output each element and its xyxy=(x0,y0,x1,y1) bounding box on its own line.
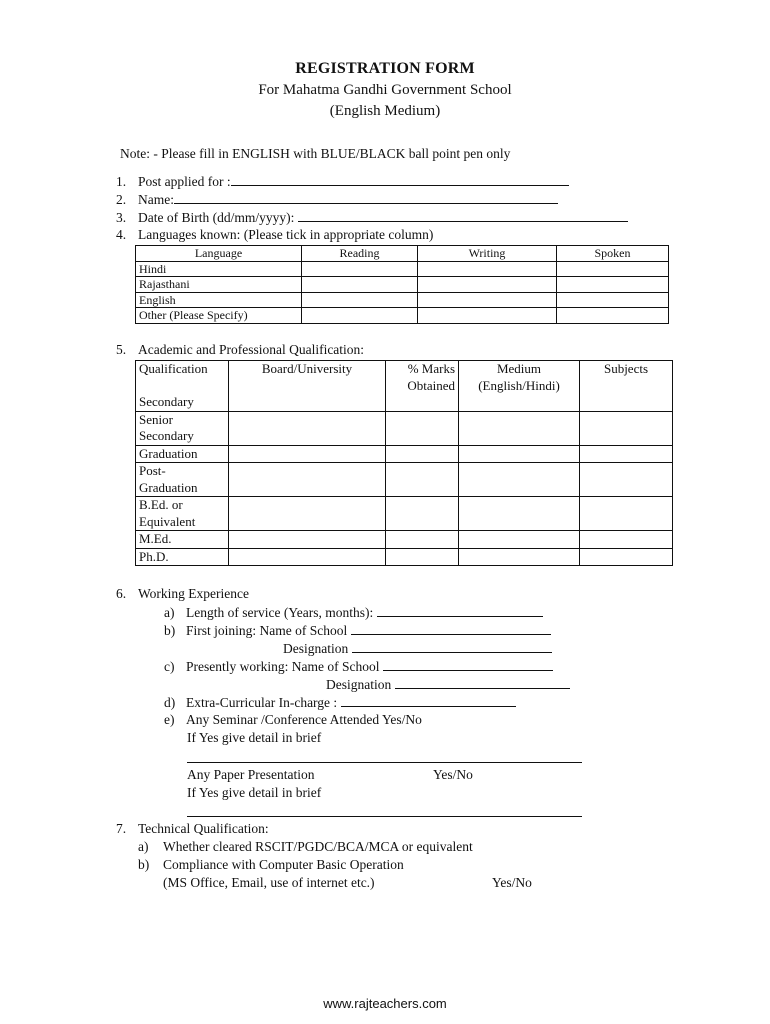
board-cell[interactable] xyxy=(229,463,386,497)
qualification-cell xyxy=(136,497,229,531)
qualification-cell xyxy=(136,394,229,411)
marks-cell[interactable] xyxy=(386,548,459,566)
name-label: Name: xyxy=(138,192,174,207)
designation-label: Designation xyxy=(283,641,349,656)
sub-letter: b) xyxy=(164,623,176,638)
board-cell[interactable] xyxy=(229,531,386,549)
medium-cell[interactable] xyxy=(459,548,580,566)
academic-label: Academic and Professional Qualification: xyxy=(138,342,365,357)
exp-length-of-service xyxy=(164,604,543,621)
marks-cell[interactable] xyxy=(386,445,459,463)
header-reading: Reading xyxy=(302,246,418,262)
sub-letter: d) xyxy=(164,695,176,710)
header-qualification: Qualification xyxy=(136,361,229,395)
languages-label: Languages known: (Please tick in appropriate column) xyxy=(138,227,434,242)
designation-label: Designation xyxy=(326,677,392,692)
first-designation-field[interactable] xyxy=(352,640,552,653)
qualification-label: Ph.D. xyxy=(139,548,169,564)
post-applied-field[interactable] xyxy=(231,173,569,186)
extra-curricular-field[interactable] xyxy=(341,694,516,707)
language-name: English xyxy=(136,292,302,308)
table-row xyxy=(136,411,673,445)
header-marks xyxy=(386,361,459,395)
item-post-applied xyxy=(116,173,569,190)
exp-seminar xyxy=(164,712,422,728)
dob-field[interactable] xyxy=(298,209,628,222)
tech-compliance-label: Compliance with Computer Basic Operation xyxy=(163,857,404,872)
header-medium-line2: (English/Hindi) xyxy=(478,377,560,393)
item-number: 6. xyxy=(116,586,127,601)
marks-cell[interactable] xyxy=(386,497,459,531)
sub-letter: e) xyxy=(164,712,175,727)
dob-label: Date of Birth (dd/mm/yyyy): xyxy=(138,210,295,225)
present-working-label: Presently working: Name of School xyxy=(186,659,380,674)
item-number: 3. xyxy=(116,210,127,225)
table-header-row xyxy=(136,246,669,262)
header-medium xyxy=(459,361,580,395)
qualification-label: Post- xyxy=(139,463,166,478)
exp-present-designation xyxy=(326,676,570,693)
first-joining-label: First joining: Name of School xyxy=(186,623,348,638)
sub-letter: c) xyxy=(164,659,175,674)
tech-compliance xyxy=(138,857,404,873)
paper-presentation-label: Any Paper Presentation xyxy=(187,767,315,782)
writing-cell[interactable] xyxy=(418,308,557,324)
spoken-cell[interactable] xyxy=(557,292,669,308)
seminar-label: Any Seminar /Conference Attended Yes/No xyxy=(186,712,422,727)
tech-cleared xyxy=(138,839,473,855)
medium-cell[interactable] xyxy=(459,497,580,531)
first-school-field[interactable] xyxy=(351,622,551,635)
board-cell[interactable] xyxy=(229,497,386,531)
tech-yes-no[interactable]: Yes/No xyxy=(492,875,532,890)
reading-cell[interactable] xyxy=(302,277,418,293)
header-board: Board/University xyxy=(229,361,386,395)
table-row xyxy=(136,548,673,566)
subjects-cell[interactable] xyxy=(580,463,673,497)
sub-letter: b) xyxy=(138,857,150,872)
header-marks-line2: Obtained xyxy=(407,377,455,393)
table-row xyxy=(136,445,673,463)
qualification-label: M.Ed. xyxy=(139,531,172,546)
marks-cell[interactable] xyxy=(386,531,459,549)
instruction-note: Note: - Please fill in ENGLISH with BLUE/BLACK ball point pen only xyxy=(120,146,511,161)
medium-cell[interactable] xyxy=(459,463,580,497)
qualification-cell xyxy=(136,531,229,549)
item-academic xyxy=(116,342,364,358)
length-label: Length of service (Years, months): xyxy=(186,605,374,620)
table-row xyxy=(136,308,669,324)
board-cell[interactable] xyxy=(229,445,386,463)
subjects-cell[interactable] xyxy=(580,394,673,411)
qualification-cell xyxy=(136,463,229,497)
item-number: 2. xyxy=(116,192,127,207)
subjects-cell[interactable] xyxy=(580,445,673,463)
table-row xyxy=(136,463,673,497)
table-row xyxy=(136,277,669,293)
qualification-label-2: Secondary xyxy=(139,428,194,443)
header-writing: Writing xyxy=(418,246,557,262)
reading-cell[interactable] xyxy=(302,292,418,308)
sub-letter: a) xyxy=(138,839,149,854)
academic-table xyxy=(135,360,673,566)
present-designation-field[interactable] xyxy=(395,676,570,689)
header-medium-line1: Medium xyxy=(496,361,542,376)
marks-cell[interactable] xyxy=(386,411,459,445)
spoken-cell[interactable] xyxy=(557,261,669,277)
item-number: 5. xyxy=(116,342,127,357)
school-name: For Mahatma Gandhi Government School xyxy=(258,82,512,98)
qualification-label-2: Graduation xyxy=(139,479,198,495)
qualification-label: Graduation xyxy=(139,445,198,461)
writing-cell[interactable] xyxy=(418,261,557,277)
qualification-label: B.Ed. or xyxy=(139,497,183,512)
table-row xyxy=(136,531,673,549)
language-table xyxy=(135,245,669,324)
school-medium: (English Medium) xyxy=(329,103,441,119)
exp-extra-curricular xyxy=(164,694,516,711)
seminar-detail-field[interactable] xyxy=(187,762,582,763)
exp-first-joining xyxy=(164,622,551,639)
medium-cell[interactable] xyxy=(459,445,580,463)
spoken-cell[interactable] xyxy=(557,308,669,324)
medium-cell[interactable] xyxy=(459,411,580,445)
writing-cell[interactable] xyxy=(418,277,557,293)
marks-cell[interactable] xyxy=(386,463,459,497)
table-header-row xyxy=(136,361,673,395)
subjects-cell[interactable] xyxy=(580,411,673,445)
language-name: Hindi xyxy=(136,261,302,277)
reading-cell[interactable] xyxy=(302,261,418,277)
exp-first-designation xyxy=(283,640,552,657)
qualification-label: Senior xyxy=(139,411,173,427)
qualification-label-2: Equivalent xyxy=(139,513,196,529)
table-row xyxy=(136,292,669,308)
header-language: Language xyxy=(136,246,302,262)
subjects-cell[interactable] xyxy=(580,497,673,531)
subjects-cell[interactable] xyxy=(580,548,673,566)
paper-detail-label: If Yes give detail in brief xyxy=(187,785,322,800)
item-dob xyxy=(116,209,628,226)
paper-detail-field[interactable] xyxy=(187,816,582,817)
form-title: REGISTRATION FORM xyxy=(295,60,475,77)
name-field[interactable] xyxy=(174,191,558,204)
header-spoken: Spoken xyxy=(557,246,669,262)
working-label: Working Experience xyxy=(138,586,249,601)
qualification-cell xyxy=(136,548,229,566)
table-row xyxy=(136,394,673,411)
tech-compliance-detail: (MS Office, Email, use of internet etc.) xyxy=(163,875,375,890)
present-school-field[interactable] xyxy=(383,658,553,671)
item-working-experience xyxy=(116,586,249,602)
qualification-cell xyxy=(136,445,229,463)
item-number: 4. xyxy=(116,227,127,242)
board-cell[interactable] xyxy=(229,411,386,445)
qualification-cell xyxy=(136,411,229,445)
post-label: Post applied for : xyxy=(138,174,231,189)
item-name xyxy=(116,191,558,208)
item-technical xyxy=(116,821,269,837)
board-cell[interactable] xyxy=(229,548,386,566)
medium-cell[interactable] xyxy=(459,531,580,549)
subjects-cell[interactable] xyxy=(580,531,673,549)
board-cell[interactable] xyxy=(229,394,386,411)
tech-cleared-label: Whether cleared RSCIT/PGDC/BCA/MCA or equivalent xyxy=(163,839,473,854)
length-of-service-field[interactable] xyxy=(377,604,543,617)
item-number: 7. xyxy=(116,821,127,836)
table-row xyxy=(136,261,669,277)
sub-letter: a) xyxy=(164,605,175,620)
qualification-label: Secondary xyxy=(139,394,194,409)
seminar-detail-label: If Yes give detail in brief xyxy=(187,730,322,745)
extra-curricular-label: Extra-Curricular In-charge : xyxy=(186,695,338,710)
header-subjects: Subjects xyxy=(580,361,673,395)
table-row xyxy=(136,497,673,531)
reading-cell[interactable] xyxy=(302,308,418,324)
footer-website: www.rajteachers.com xyxy=(323,996,447,1011)
writing-cell[interactable] xyxy=(418,292,557,308)
language-name: Rajasthani xyxy=(136,277,302,293)
item-languages xyxy=(116,227,433,243)
item-number: 1. xyxy=(116,174,127,189)
marks-cell[interactable] xyxy=(386,394,459,411)
spoken-cell[interactable] xyxy=(557,277,669,293)
medium-cell[interactable] xyxy=(459,394,580,411)
header-marks-line1: % Marks xyxy=(407,361,455,376)
technical-label: Technical Qualification: xyxy=(138,821,269,836)
paper-yes-no[interactable]: Yes/No xyxy=(433,767,473,782)
language-name: Other (Please Specify) xyxy=(136,308,302,324)
exp-present-working xyxy=(164,658,553,675)
